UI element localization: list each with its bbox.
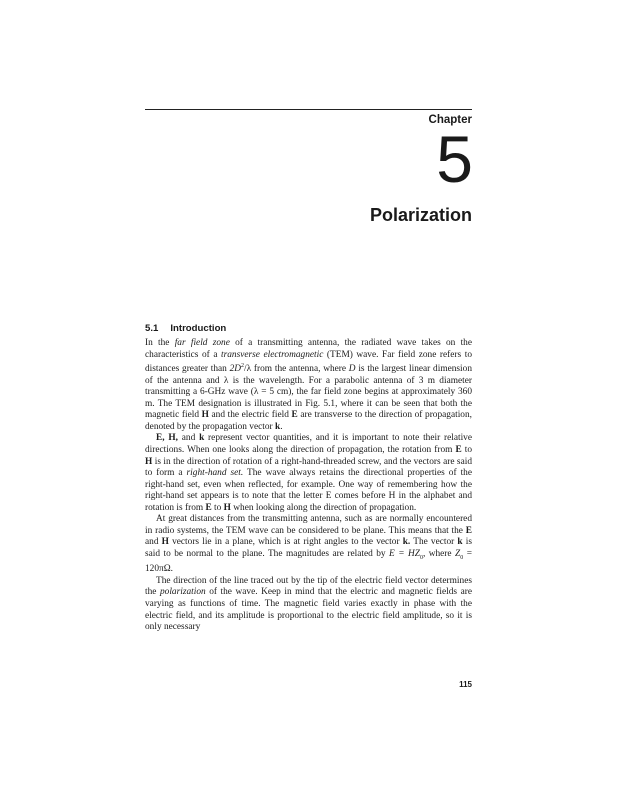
section-number: 5.1 [145,323,159,334]
paragraph-2: E, H, and k represent vector quantities, and it is important to note their relative directions. When one looks along the direction of propagation, the rotation from E to H is in the direction of rotation of a right-hand-threaded screw, and the vectors are said to form a right-hand set. The wave always retains the directional properties of the right-hand set, even when reflected, for example. One way of remembering how the right-hand set appears is to note that the letter E comes before H in the alphabet and rotation is from E to H when looking along the direction of propagation. [145,433,472,513]
paragraph-3: At great distances from the transmitting antenna, such as are normally encountered in radio systems, the TEM wave can be considered to be plane. This means that the E and H vectors lie in a plane, which is at right angles to the vector k. The vector k is said to be normal to the plane. The magnitudes are related by $E = HZ_0$, where $Z_0 = 120\pi\Omega$. [145,514,472,575]
chapter-rule [145,109,472,110]
paragraph-1: In the far field zone of a transmitting antenna, the radiated wave takes on the characteristics of a transverse electromagnetic (TEM) wave. Far field zone refers to distances greater than $2D^2/\lambda$ from the antenna, where D is the largest linear dimension of the antenna and λ is the wavelength. For a parabolic antenna of 3 m diameter transmitting a 6-GHz wave (λ = 5 cm), the far field zone begins at approximately 360 m. The TEM designation is illustrated in Fig. 5.1, where it can be seen that both the magnetic field H and the electric field E are transverse to the direction of propagation, denoted by the propagation vector k. [145,338,472,432]
chapter-title: Polarization [369,205,472,225]
body-text [145,338,472,634]
page-number: 115 [459,680,472,689]
paragraph-4: The direction of the line traced out by the tip of the electric field vector determines the polarization of the wave. Keep in mind that the electric and magnetic fields are varying as functions of time. The magnetic field varies exactly in phase with the electric field, and its amplitude is proportional to the electric field amplitude, so it is only necessary [145,575,472,633]
section-heading [145,323,226,334]
section-title: Introduction [170,323,227,334]
chapter-label: Chapter [428,114,472,126]
chapter-number: 5 [436,122,472,196]
